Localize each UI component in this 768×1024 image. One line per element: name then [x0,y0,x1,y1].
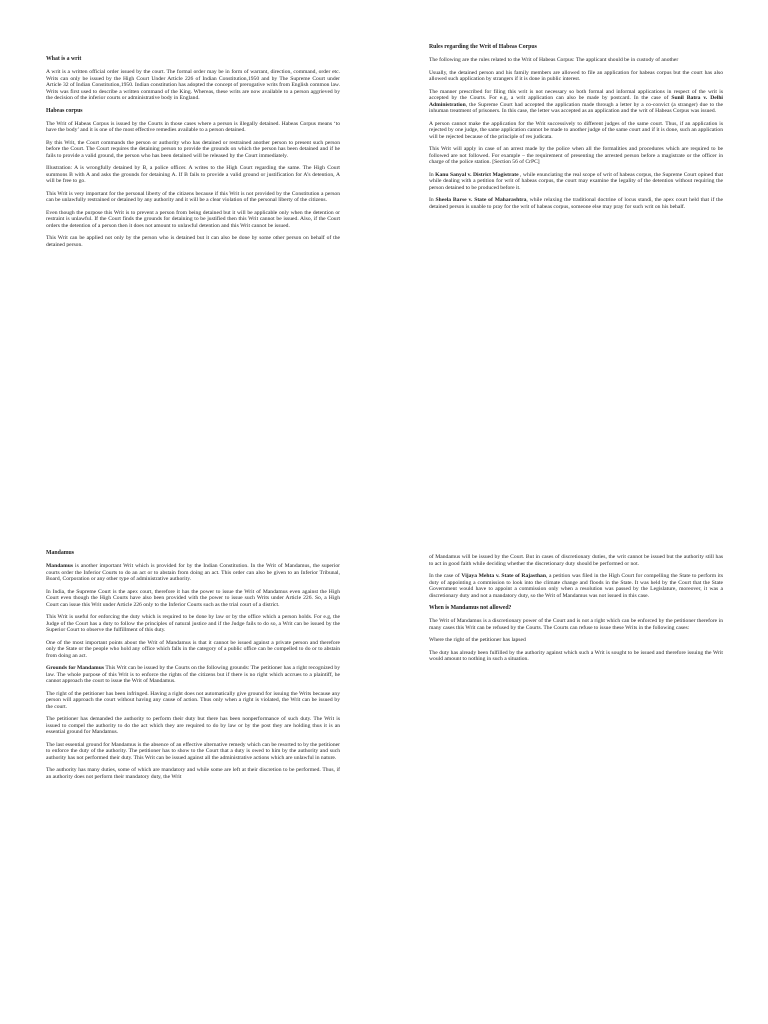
continued-paragraph-2 [429,573,723,599]
case-name-sheela-barse: Sheela Barse v. State of Maharashtra [435,197,527,203]
continued-paragraph-3: The Writ of Mandamus is a discretionary power of the Court and is not a right which can be enforced by the petitioner therefore in many cases this Writ can be refused by the Courts. The Courts can refuse to issue these Writs in the following cases: [429,618,723,631]
rules-paragraph-5: This Writ will apply in case of an arrest made by the police when all the formalities and procedures which are required to be followed are not followed. For example – the requirement of presenting the arrested person before a magistrate or the officer in charge of the police station. [Section 56 of CrPC] [429,146,723,165]
mandamus-paragraph-7: The petitioner has demanded the authority to perform their duty but there has been nonperformance of such duty. The Writ is issued to compel the authority to do the act which they are required to do by law or by the post they are holding thus it is an essential ground for Mandamus. [46,716,340,735]
rules-paragraph-7 [429,197,723,210]
rules-paragraph-7-text-a: In [429,197,436,203]
case-name-vijaya-mehta: Vijaya Mehta v. State of Rajasthan [461,573,546,579]
rules-paragraph-3-text-b: , the Supreme Court had accepted the application made through a letter by a co-convict (a stranger) due to the inhuman treatment of prisoners. In this case, the letter was accepted as an application and the writ of Habeas Corpus was issued. [429,101,723,114]
mandamus-paragraph-2: In India, the Supreme Court is the apex court, therefore it has the power to issue the Writ of Mandamus even against the High Court even though the High Courts have also been provided with the power to issue such Writs under Article 226. So, a High Court can issue this Writ under Article 226 only to the Inferior Courts such as the trial court of a district. [46,588,340,608]
heading-rules-habeas-corpus: Rules regarding the Writ of Habeas Corpus [429,44,537,50]
heading-mandamus: Mandamus [46,550,75,556]
habeas-paragraph-6: This Writ can be applied not only by the person who is detained but it can also be done by some other person on behalf of the detained person. [46,235,340,248]
continued-paragraph-2-text-b: , a petition was filed in the High Court for compelling the State to perform its duty of appointing a commission to look into the climate change and floods in the State. It was held by the Court that the State Government would have to appoint a commission only when a resolution was passed by the Legislature, moreover, it was a discretionary duty and not a mandatory duty, so the Writ of Mandamus was not issued in this case. [429,573,724,599]
rules-paragraph-7-text-b: , while relaxing the traditional doctrine of locus standi, the apex court held that if the detained person is unable to pray for the writ of habeas corpus, someone else may pray for such writ on his behalf. [429,197,724,210]
mandamus-paragraph-3: This Writ is useful for enforcing the duty which is required to be done by law or by the office which a person holds. For e.g, the Judge of the Court has a duty to follow the principles of natural justice and if the Judge fails to do so, a Writ can be issued by the Superior Court to observe the fulfillment of this duty. [46,614,340,633]
continued-paragraph-4: Where the right of the petitioner has lapsed [429,637,526,643]
continued-paragraph-1: of Mandamus will be issued by the Court. But in cases of discretionary duties, the writ cannot be issued but the authority still has to act in good faith while deciding whether the discretionary duty should be performed or not. [429,554,723,567]
habeas-paragraph-3: Illustration: A is wrongfully detained by B, a police officer. A writes to the High Court regarding the same. The High Court summons B with A and asks the grounds for detaining A. If B fails to provide a valid ground or justification for A’s detention, A will be free to go. [46,165,340,184]
rules-paragraph-6 [429,172,723,192]
page-1-right-column [429,44,723,216]
page-2-right-column [429,554,723,669]
heading-when-mandamus-not-allowed: When is Mandamus not allowed? [429,605,512,611]
heading-what-is-a-writ: What is a writ [46,56,82,62]
continued-paragraph-2-text-a: In the case of [429,573,462,579]
rules-paragraph-3-text-a: The manner prescribed for filing this writ is not necessary so both formal and informal applications in respect of the writ is accepted by the Courts. For e.g, a writ application can also be made by postcard. In the case of [429,88,723,101]
case-name-kanu-sanyal: Kanu Sanyal v. District Magistrate [435,171,519,178]
habeas-paragraph-1: The Writ of Habeas Corpus is issued by the Courts in those cases where a person is illegally detained. Habeas Corpus means ‘to have the body’ and it is one of the most effective remedies available to a person detained. [46,120,340,133]
habeas-paragraph-2: By this Writ, the Court commands the person or authority who has detained or restrained another person to present such person before the Court. The Court requires the detaining person to provide the grounds on which the person has been detained and if he fails to provide a valid ground, the person who has been detained will be released by the Court immediately. [46,139,340,159]
rules-paragraph-1: The following are the rules related to the Writ of Habeas Corpus: The applicant should be in custody of another [429,57,679,63]
document-page-2 [0,512,768,1024]
mandamus-paragraph-1 [46,563,340,583]
case-name-sunil-batra: Sunil Batra v. Delhi Administration [429,95,723,108]
habeas-paragraph-4: This Writ is very important for the personal liberty of the citizens because if this Writ is not provided by the Constitution a person can be unlawfully restrained or detained by any authority and it will be a clear violation of the personal liberty of the citizens. [46,190,340,203]
heading-habeas-corpus: Habeas corpus [46,107,83,114]
rules-paragraph-3 [429,89,723,115]
rules-paragraph-6-text-b: , while enunciating the real scope of writ of habeas corpus, the Supreme Court opined that while dealing with a petition for writ of habeas corpus, the court may examine the legality of the detention without requiring the person detained to be produced before it. [429,171,723,191]
mandamus-paragraph-4: One of the most important points about the Writ of Mandamus is that it cannot be issued against a private person and therefore only the State or the people who hold any office which falls in the category of a public office can be compelled to do or to abstain from doing an act. [46,639,340,659]
habeas-paragraph-5: Even though the purpose this Writ is to prevent a person from being detained but it will be applicable only when the detention or restraint is unlawful. If the Court finds the grounds for detaining to be justified then this Writ cannot be issued. Also, if the Court orders the detention of a person then it does not amount to unlawful detention and this Writ cannot be issued. [46,209,340,229]
mandamus-paragraph-9: The authority has many duties, some of which are mandatory and while some are left at their discretion to be performed. Thus, if an authority does not perform their mandatory duty, the Writ [46,767,340,780]
writ-definition-paragraph: A writ is a written official order issued by the court. The formal order may be in form of warrant, direction, command, order etc. Writs can only be issued by the High Court Under Article 226 of Indian Constitution,1950 and by The Supreme Court under Article 32 of Indian Constitution,1950. Indian constitution has adopted the concept of prerogative writs from English common law. Writs was first used to describe a written command of the King. Whereas, these writs are now available to a person aggrieved by the decision of the inferior courts or administrative body in England. [46,69,340,101]
mandamus-paragraph-5 [46,665,340,685]
mandamus-paragraph-6: The right of the petitioner has been infringed. Having a right does not automatically give ground for issuing the Writs because any person will approach the court without having any cause of action. Thus only when a right is violated, the Writ can be issued by the court. [46,690,340,710]
rules-paragraph-2: Usually, the detained person and his family members are allowed to file an application for habeas corpus but the court has also allowed such application by strangers if it is done in public interest. [429,69,723,82]
term-grounds-for-mandamus: Grounds for Mandamus [46,665,105,671]
page-2-left-column [46,550,340,786]
page-1-left-column [46,56,340,254]
rules-paragraph-4: A person cannot make the application for the Writ successively to different judges of the same court. Thus, if an application is rejected by one judge, the same application cannot be made to another judge of the same court and if it is done, such an application will be rejected because of the principle of res judicata. [429,120,723,140]
continued-paragraph-5: The duty has already been fulfilled by the authority against which such a Writ is sought to be issued and therefore issuing the Writ would amount to nothing in such a situation. [429,649,723,662]
mandamus-paragraph-5-text: This Writ can be issued by the Courts on the following grounds: The petitioner has a right recognized by law. The whole purpose of this Writ is to enforce the rights of the citizens but if there is no right which accrues to a plaintiff, he cannot approach the court to issue the Writ of Mandamus. [46,665,340,684]
term-mandamus: Mandamus [46,563,74,569]
rules-paragraph-6-text-a: In [429,171,436,178]
mandamus-paragraph-1-text: is another important Writ which is provided for by the Indian Constitution. In the Writ of Mandamus, the superior courts order the Inferior Courts to do an act or to abstain from doing an act. This order can also be given to an Inferior Tribunal, Board, Corporation or any other type of administrative authority. [46,563,340,582]
mandamus-paragraph-8: The last essential ground for Mandamus is the absence of an effective alternative remedy which can be resorted to by the petitioner to enforce the duty of the authority. The petitioner has to show to the Court that a duty is owed to him by the authority and such authority has not performed their duty. This Writ can be issued against all the administrative actions which are unlawful in nature. [46,741,340,761]
